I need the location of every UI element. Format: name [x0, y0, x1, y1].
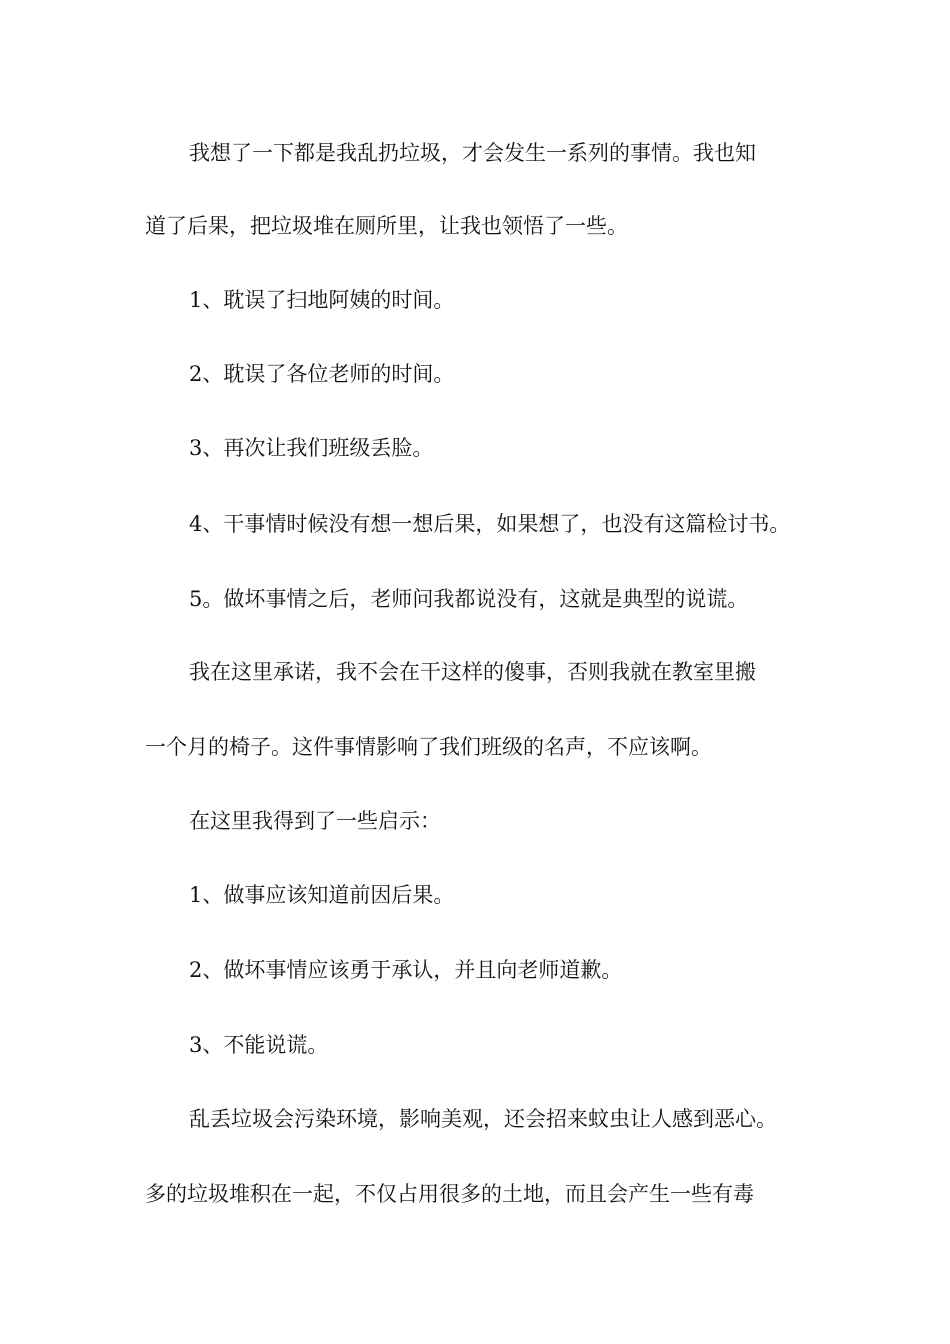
paragraph-line: 我想了一下都是我乱扔垃圾，才会发生一系列的事情。我也知: [189, 141, 756, 165]
list-item: 2、做坏事情应该勇于承认，并且向老师道歉。: [189, 958, 623, 982]
paragraph-line: 多的垃圾堆积在一起，不仅占用很多的土地，而且会产生一些有毒: [145, 1182, 754, 1206]
paragraph-line: 乱丢垃圾会污染环境，影响美观，还会招来蚊虫让人感到恶心。: [189, 1107, 777, 1131]
list-item: 2、耽误了各位老师的时间。: [189, 362, 455, 386]
list-item: 1、做事应该知道前因后果。: [189, 883, 455, 907]
list-item: 3、不能说谎。: [189, 1033, 329, 1057]
paragraph-line: 在这里我得到了一些启示：: [189, 809, 441, 833]
list-item: 5。做坏事情之后，老师问我都说没有，这就是典型的说谎。: [189, 587, 749, 611]
paragraph-line: 一个月的椅子。这件事情影响了我们班级的名声，不应该啊。: [145, 735, 712, 759]
paragraph-line: 道了后果，把垃圾堆在厕所里，让我也领悟了一些。: [145, 214, 628, 238]
paragraph-line: 我在这里承诺，我不会在干这样的傻事，否则我就在教室里搬: [189, 660, 756, 684]
list-item: 1、耽误了扫地阿姨的时间。: [189, 288, 455, 312]
list-item: 4、干事情时候没有想一想后果，如果想了，也没有这篇检讨书。: [189, 512, 791, 536]
list-item: 3、再次让我们班级丢脸。: [189, 436, 434, 460]
